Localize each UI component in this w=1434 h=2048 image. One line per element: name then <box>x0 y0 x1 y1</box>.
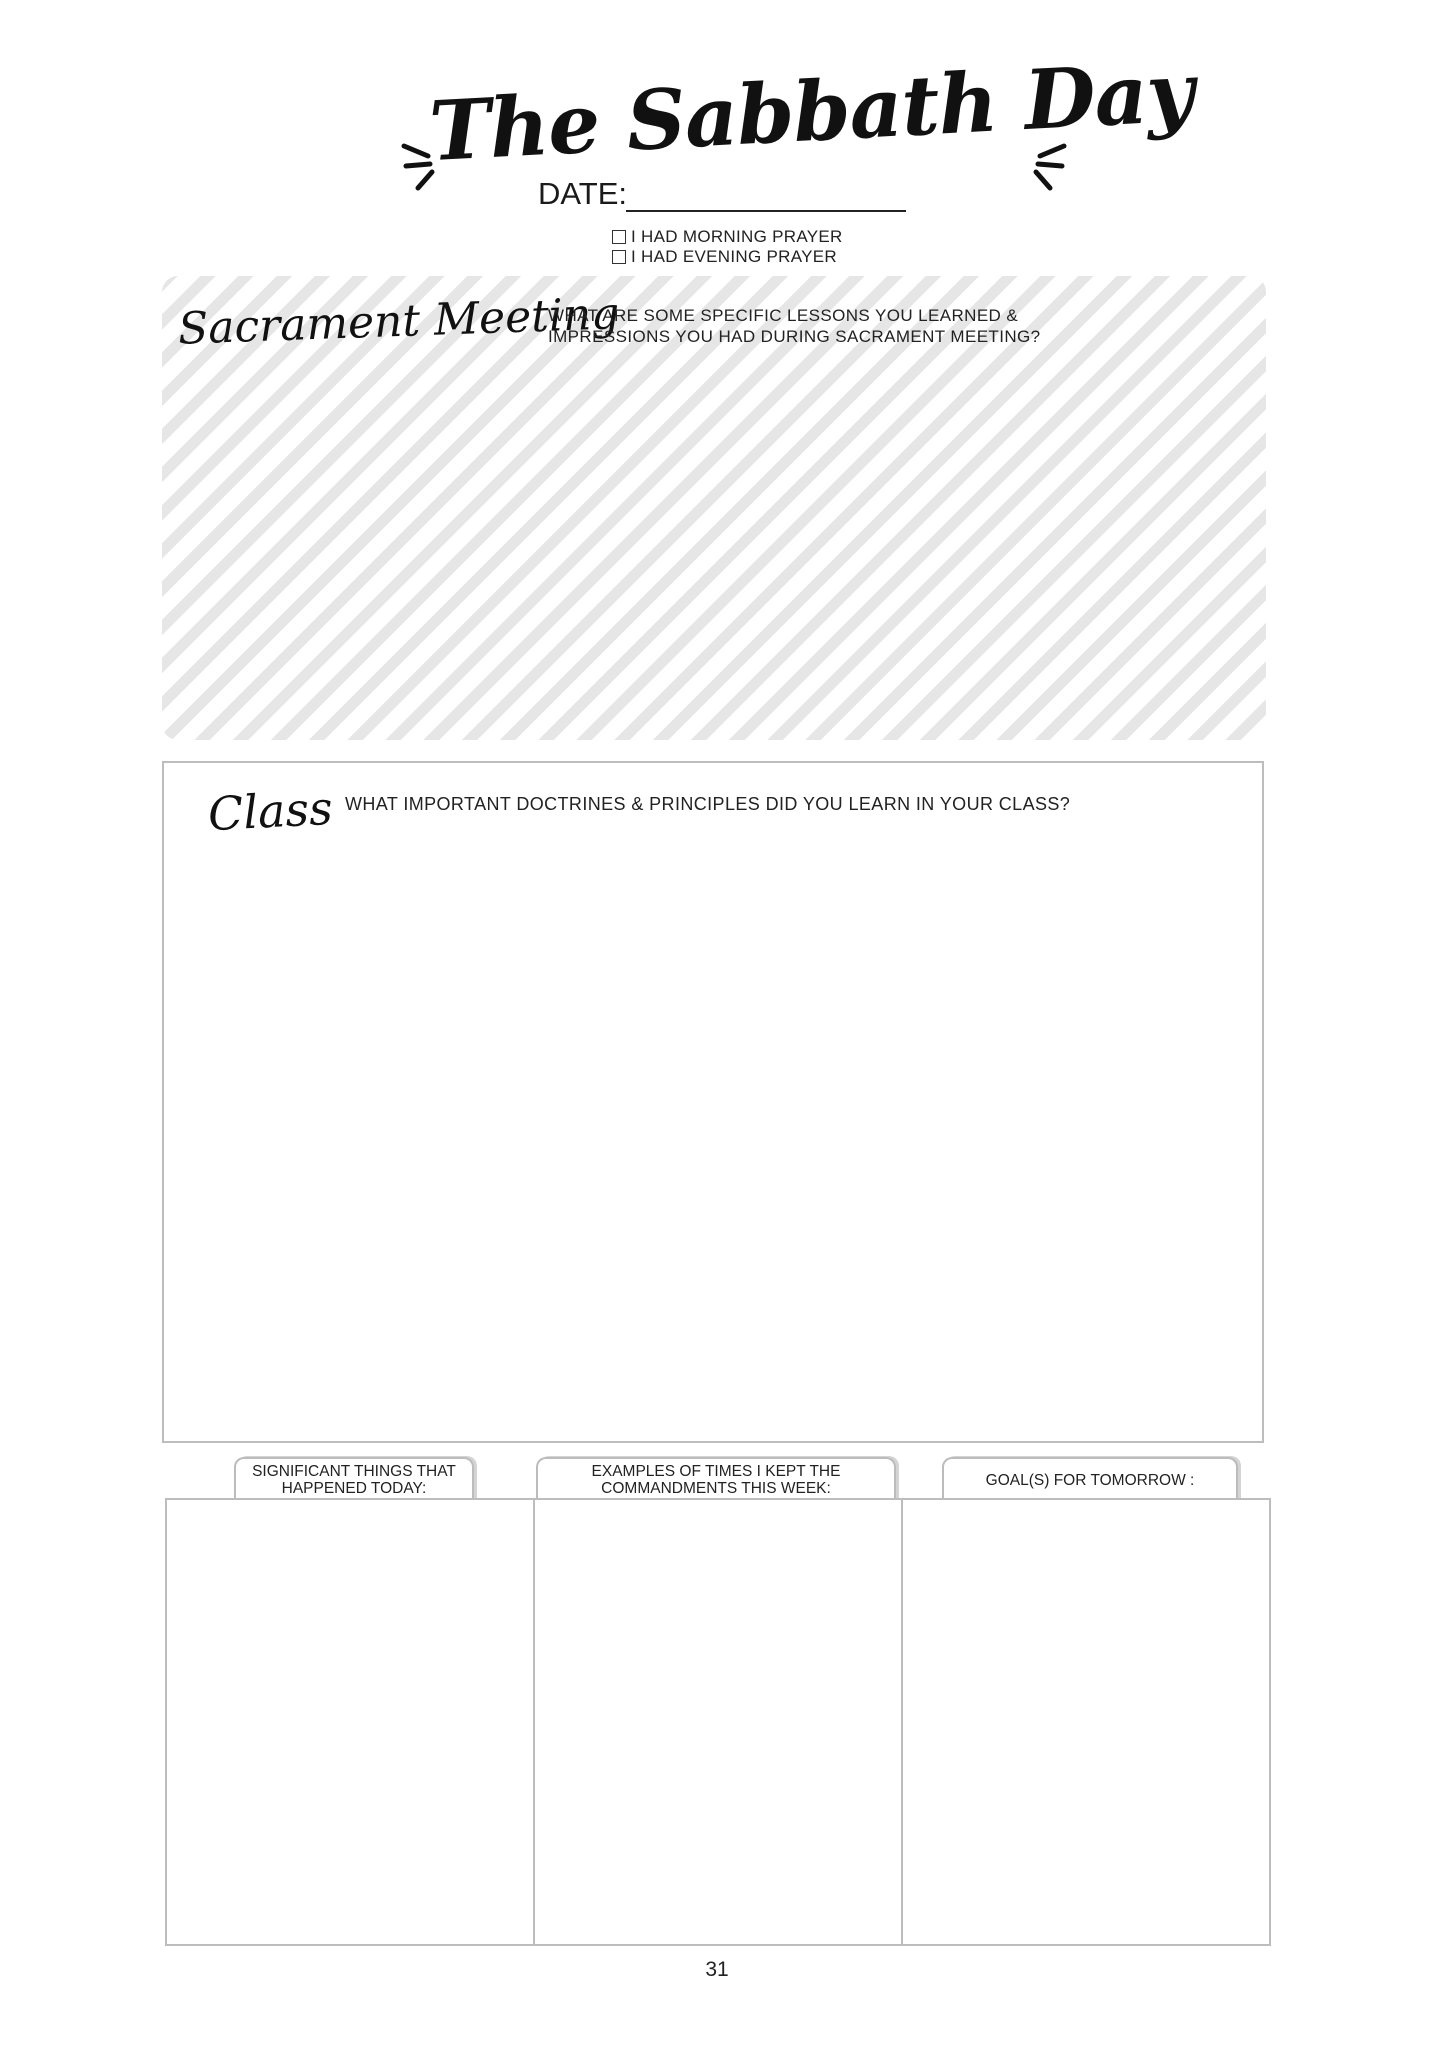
class-section[interactable] <box>162 761 1264 1443</box>
tab-significant-things <box>234 1457 474 1501</box>
date-label: DATE: <box>538 176 627 211</box>
checklist-item-morning-prayer[interactable] <box>612 226 843 248</box>
tab-goals-tomorrow <box>942 1457 1238 1501</box>
tab-label-line: COMMANDMENTS THIS WEEK: <box>601 1480 831 1497</box>
prompt-line: IMPRESSIONS YOU HAD DURING SACRAMENT MEETING? <box>548 327 1041 346</box>
bottom-writing-grid <box>165 1498 1271 1946</box>
tab-label-line: SIGNIFICANT THINGS THAT <box>252 1463 456 1480</box>
goals-tomorrow-box[interactable] <box>901 1500 1269 1944</box>
page-title: The Sabbath Day <box>427 44 1196 181</box>
significant-things-box[interactable] <box>167 1500 533 1944</box>
tab-label-line: HAPPENED TODAY: <box>281 1480 427 1497</box>
prompt-line: WHAT ARE SOME SPECIFIC LESSONS YOU LEARNED & <box>548 306 1019 325</box>
tab-label-line: GOAL(S) FOR TOMORROW : <box>985 1471 1195 1489</box>
tab-label-line: EXAMPLES OF TIMES I KEPT THE <box>591 1463 841 1480</box>
burst-decoration-right-icon <box>1000 128 1070 198</box>
class-heading: Class <box>206 780 334 842</box>
checkbox[interactable] <box>612 230 626 244</box>
checklist-label: I HAD EVENING PRAYER <box>631 247 837 266</box>
sacrament-meeting-heading: Sacrament Meeting <box>177 288 621 355</box>
class-prompt: WHAT IMPORTANT DOCTRINES & PRINCIPLES DID YOU LEARN IN YOUR CLASS? <box>345 794 1071 814</box>
sacrament-meeting-prompt <box>548 305 1068 347</box>
date-field[interactable] <box>626 210 906 212</box>
tab-kept-commandments <box>536 1457 896 1501</box>
page-number: 31 <box>705 1958 729 1981</box>
checklist-label: I HAD MORNING PRAYER <box>631 227 843 246</box>
checklist-item-evening-prayer[interactable] <box>612 246 837 268</box>
checkbox[interactable] <box>612 250 626 264</box>
kept-commandments-box[interactable] <box>533 1500 901 1944</box>
